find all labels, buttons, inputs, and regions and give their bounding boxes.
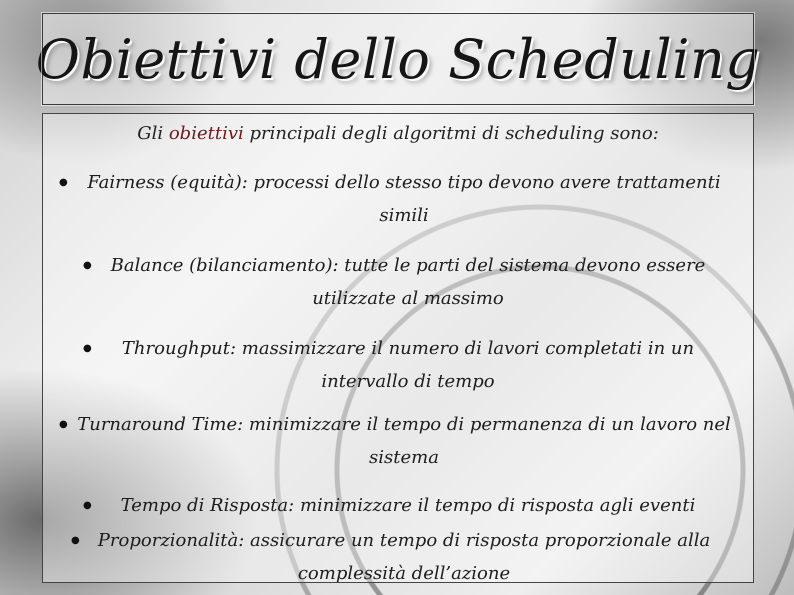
bullet-dot-icon: ● <box>83 343 92 354</box>
slide-title: Obiettivi dello Scheduling <box>35 27 761 91</box>
bullet-dot-icon: ● <box>71 535 80 546</box>
intro-prefix: Gli <box>137 123 169 144</box>
list-item-content <box>74 408 734 474</box>
list-item-text: : minimizzare il tempo di permanenza di un lavoro nel sistema <box>237 414 731 468</box>
list-item-term: Throughput <box>121 338 231 359</box>
list-item-term: Tempo di Risposta <box>120 495 289 516</box>
content-box <box>42 113 754 583</box>
list-item-term: Balance (bilanciamento) <box>110 255 333 276</box>
intro-text <box>43 124 753 144</box>
list-item-throughput <box>83 332 733 398</box>
list-item-tempo-risposta <box>83 489 733 522</box>
list-item-text: : tutte le parti del sistema devono essere utilizzate al massimo <box>312 255 706 309</box>
list-item-text: : minimizzare il tempo di risposta agli eventi <box>288 495 696 516</box>
intro-suffix: principali degli algoritmi di scheduling sono: <box>243 123 659 144</box>
list-item-term: Fairness (equità) <box>87 172 242 193</box>
list-item-content <box>79 524 729 583</box>
list-item-text: : processi dello stesso tipo devono avere trattamenti simili <box>241 172 721 226</box>
list-item-content <box>74 166 734 232</box>
bullet-dot-icon: ● <box>59 419 68 430</box>
list-item-text: : assicurare un tempo di risposta proporzionale alla complessità dell’azione <box>238 530 711 583</box>
list-item-content <box>121 489 696 522</box>
intro-highlight: obiettivi <box>168 123 244 144</box>
bullet-dot-icon: ● <box>83 260 92 271</box>
list-item-term: Proporzionalità <box>97 530 239 551</box>
list-item-content <box>98 332 718 398</box>
title-box <box>35 13 761 105</box>
list-item-proporzionalita <box>63 524 745 583</box>
list-item-text: : massimizzare il numero di lavori completati in un intervallo di tempo <box>230 338 695 392</box>
bullet-dot-icon: ● <box>83 500 92 511</box>
list-item-term: Turnaround Time <box>77 414 238 435</box>
bullet-dot-icon: ● <box>59 177 68 188</box>
list-item-fairness <box>59 166 745 232</box>
list-item-balance <box>83 249 733 315</box>
list-item-turnaround <box>59 408 745 474</box>
list-item-content <box>98 249 718 315</box>
